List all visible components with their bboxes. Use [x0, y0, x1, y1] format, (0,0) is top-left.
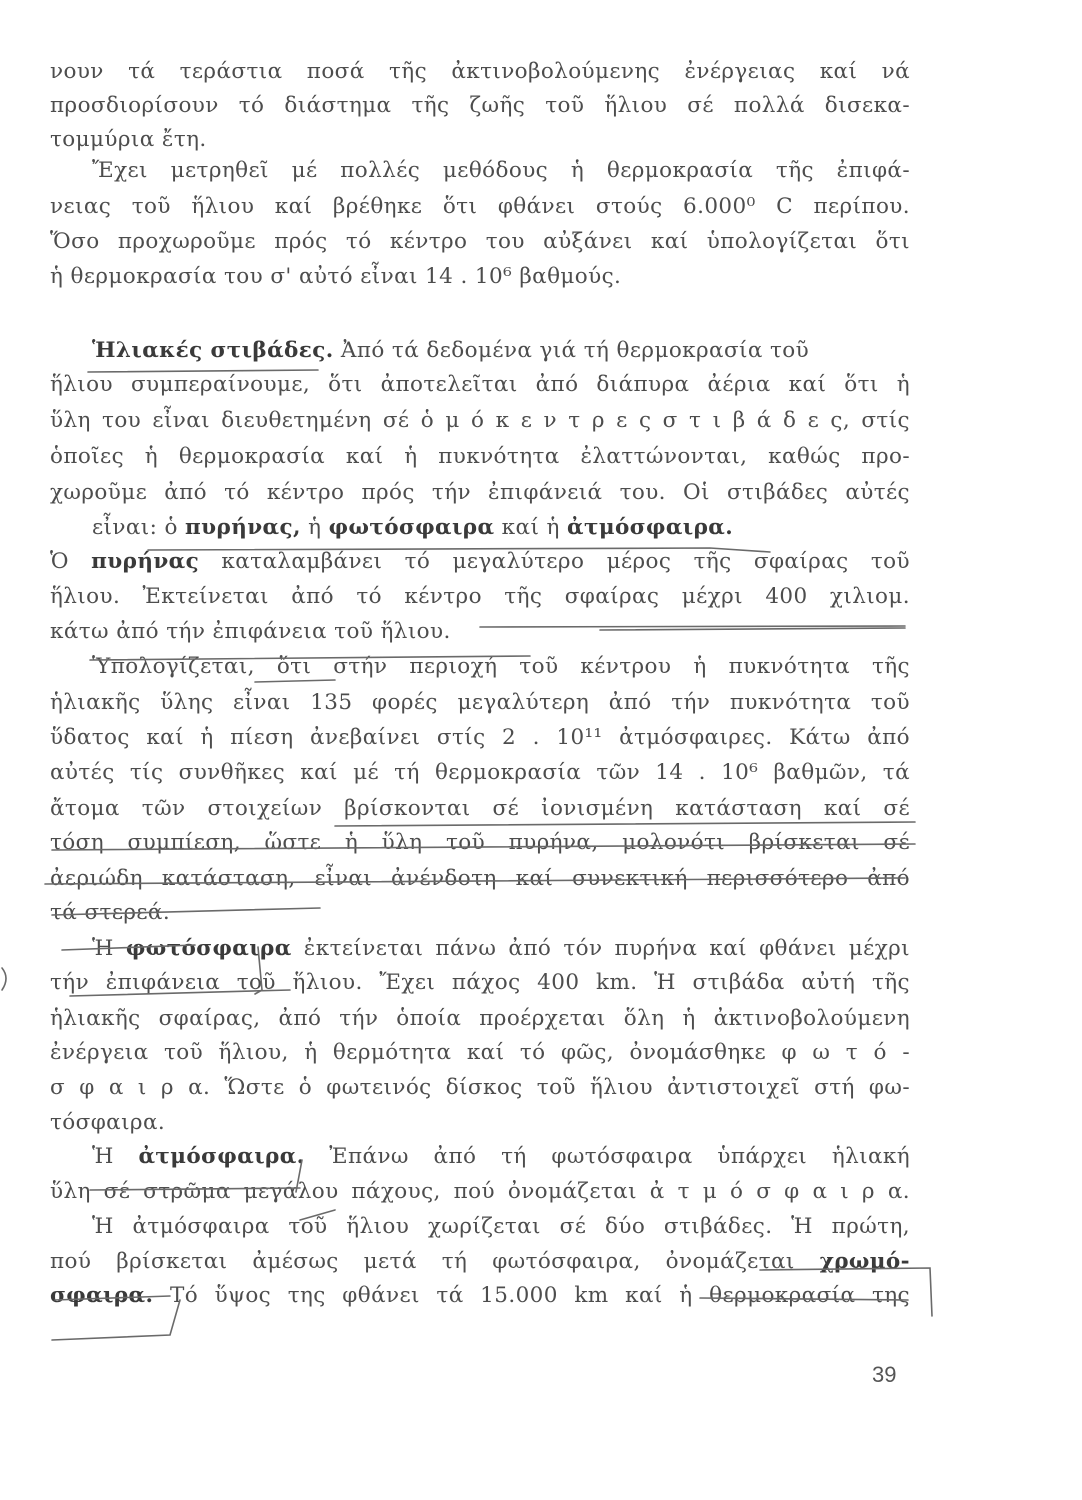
bold-term: Ἡλιακές στιβάδες.	[92, 338, 334, 363]
text-line: ἡλιακῆς σφαίρας, ἀπό τήν ὁποία προέρχεται ὅλη ἡ ἀκτινοβολούμενη	[50, 1006, 910, 1031]
margin-mark	[2, 968, 6, 990]
text-line: σ φ α ι ρ α. Ὥστε ὁ φωτεινός δίσκος τοῦ ἥλιου ἀντιστοιχεῖ στή φω-	[50, 1075, 910, 1100]
text-line: κάτω ἀπό τήν ἐπιφάνεια τοῦ ἥλιου.	[50, 619, 451, 644]
bold-term: ἀτμόσφαιρα.	[138, 1144, 305, 1169]
text-line: ὁποῖες ἡ θερμοκρασία καί ἡ πυκνότητα ἐλαττώνονται, καθώς προ-	[50, 444, 910, 469]
text-line: Ἡ φωτόσφαιρα ἐκτείνεται πάνω ἀπό τόν πυρήνα καί φθάνει μέχρι	[92, 936, 910, 961]
text-line: αὐτές τίς συνθῆκες καί μέ τή θερμοκρασία τῶν 14 . 10⁶ βαθμῶν, τά	[50, 760, 910, 785]
text-line: Ἔχει μετρηθεῖ μέ πολλές μεθόδους ἡ θερμοκρασία τῆς ἐπιφά-	[92, 158, 910, 183]
text-line: Ὅσο προχωροῦμε πρός τό κέντρο του αὐξάνει καί ὑπολογίζεται ὅτι	[50, 229, 910, 254]
text-line: τόσφαιρα.	[50, 1110, 166, 1135]
text-line: Ἡ ἀτμόσφαιρα. Ἐπάνω ἀπό τή φωτόσφαιρα ὑπάρχει ἡλιακή	[92, 1144, 910, 1169]
text-line: νειας τοῦ ἥλιου καί βρέθηκε ὅτι φθάνει στούς 6.000⁰ C περίπου.	[50, 194, 910, 219]
bold-term: σφαιρα.	[50, 1283, 154, 1308]
bold-term: πυρήνας,	[185, 515, 301, 540]
text-line: ὕλη του εἶναι διευθετημένη σέ ὁ μ ό κ ε ν τ ρ ε ς σ τ ι β ά δ ε ς, στίς	[50, 408, 910, 433]
text-line: ἥλιου συμπεραίνουμε, ὅτι ἀποτελεῖται ἀπό διάπυρα ἀέρια καί ὅτι ἡ	[50, 372, 910, 397]
text-line: πού βρίσκεται ἀμέσως μετά τή φωτόσφαιρα, ὀνομάζεται χρωμό-	[50, 1249, 910, 1274]
bold-term: φωτόσφαιρα	[328, 515, 495, 540]
text-line: ἡ θερμοκρασία του σ' αὐτό εἶναι 14 . 10⁶ βαθμούς.	[50, 264, 622, 289]
text-line: τήν ἐπιφάνεια τοῦ ἥλιου. Ἔχει πάχος 400 km. Ἡ στιβάδα αὐτή τῆς	[50, 970, 910, 995]
text-line: τόση συμπίεση, ὥστε ἡ ὕλη τοῦ πυρήνα, μολονότι βρίσκεται σέ	[50, 830, 910, 855]
text-line: προσδιορίσουν τό διάστημα τῆς ζωῆς τοῦ ἥλιου σέ πολλά δισεκα-	[50, 93, 910, 118]
text-line: ὕλη σέ στρῶμα μεγάλου πάχους, πού ὀνομάζεται ἀ τ μ ό σ φ α ι ρ α.	[50, 1179, 910, 1204]
text-line: χωροῦμε ἀπό τό κέντρο πρός τήν ἐπιφάνειά του. Οἱ στιβάδες αὐτές	[50, 480, 910, 505]
bold-term: φωτόσφαιρα	[125, 936, 292, 961]
text-line: ἄτομα τῶν στοιχείων βρίσκονται σέ ἰονισμένη κατάσταση καί σέ	[50, 796, 910, 821]
text-line: ἐνέργεια τοῦ ἥλιου, ἡ θερμότητα καί τό φῶς, ὀνομάσθηκε φ ω τ ό -	[50, 1040, 910, 1065]
text-line: ἡλιακῆς ὕλης εἶναι 135 φορές μεγαλύτερη ἀπό τήν πυκνότητα τοῦ	[50, 690, 910, 715]
text-line: Ἡ ἀτμόσφαιρα τοῦ ἥλιου χωρίζεται σέ δύο στιβάδες. Ἡ πρώτη,	[92, 1214, 910, 1239]
text-line: τομμύρια ἔτη.	[50, 127, 207, 152]
text-line: ἀεριώδη κατάσταση, εἶναι ἀνένδοτη καί συνεκτική περισσότερο ἀπό	[50, 866, 910, 891]
text-line: Ὁ πυρήνας καταλαμβάνει τό μεγαλύτερο μέρος τῆς σφαίρας τοῦ	[50, 549, 910, 574]
page-number: 39	[872, 1362, 897, 1387]
text-line: ἥλιου. Ἐκτείνεται ἀπό τό κέντρο τῆς σφαίρας μέχρι 400 χιλιομ.	[50, 584, 910, 609]
text-line: τά στερεά.	[50, 900, 171, 925]
text-line: ὕδατος καί ἡ πίεση ἀνεβαίνει στίς 2 . 10¹¹ ἀτμόσφαιρες. Κάτω ἀπό	[50, 725, 910, 750]
text-line: Ὑπολογίζεται, ὅτι στήν περιοχή τοῦ κέντρου ἡ πυκνότητα τῆς	[92, 654, 910, 679]
text-line: εἶναι: ὁ πυρήνας, ἡ φωτόσφαιρα καί ἡ ἀτμόσφαιρα.	[92, 515, 734, 540]
bold-term: πυρήνας	[91, 549, 200, 574]
bold-term: ἀτμόσφαιρα.	[567, 515, 734, 540]
text-line: σφαιρα. Τό ὕψος της φθάνει τά 15.000 km καί ἡ θερμοκρασία της	[50, 1283, 910, 1308]
text-line: νουν τά τεράστια ποσά τῆς ἀκτινοβολούμενης ἐνέργειας καί νά	[50, 59, 910, 84]
text-line: Ἡλιακές στιβάδες. Ἀπό τά δεδομένα γιά τή θερμοκρασία τοῦ	[92, 338, 810, 363]
bold-term: χρωμό-	[819, 1249, 910, 1274]
